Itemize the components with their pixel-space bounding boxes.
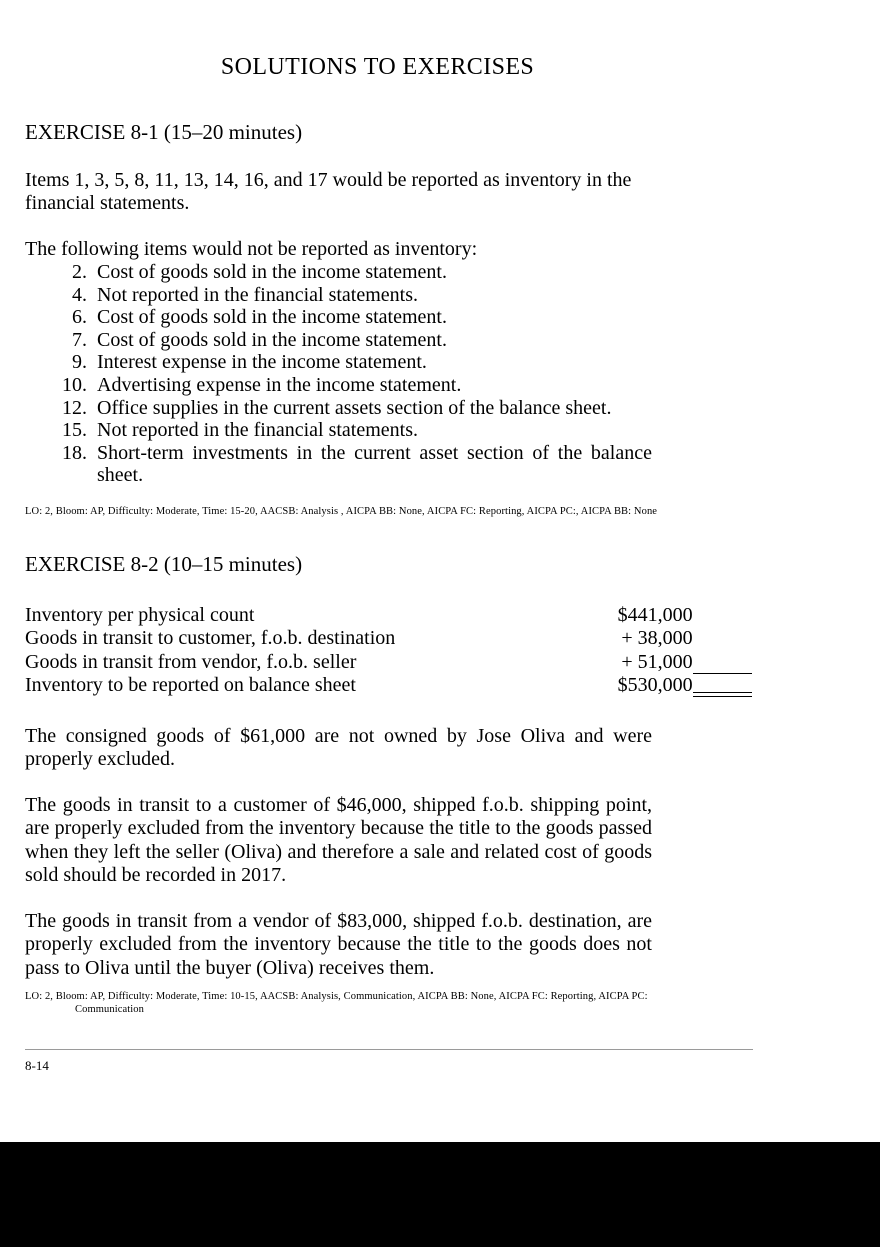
list-item-number: 12.	[62, 396, 87, 419]
table-cell-amount	[534, 604, 693, 627]
list-item-label: Office supplies in the current assets section of the balance sheet.	[97, 396, 612, 419]
table-cell-amount	[534, 627, 693, 650]
spacer	[25, 888, 755, 910]
page-content	[25, 0, 755, 1016]
spacer	[25, 487, 755, 505]
footer-divider	[25, 1049, 753, 1050]
list-item	[25, 442, 652, 487]
footer-page-number: 8-14	[25, 1058, 49, 1073]
exercise-8-1-metadata: LO: 2, Bloom: AP, Difficulty: Moderate, Time: 15-20, AACSB: Analysis , AICPA BB: None, AICPA FC: Reporting, AICPA PC:, AICPA BB: None	[25, 505, 658, 517]
spacer	[25, 576, 755, 604]
table-cell-rule	[693, 627, 752, 650]
table-cell-label: Inventory per physical count	[25, 604, 255, 627]
table-row	[25, 674, 752, 697]
list-item-number: 7.	[72, 328, 87, 351]
list-item-label: Short-term investments in the current asset section of the balance sheet.	[97, 441, 652, 487]
exercise-8-1-heading: EXERCISE 8-1 (15–20 minutes)	[25, 120, 303, 145]
table-row	[25, 651, 752, 674]
subtotal-rule	[693, 651, 752, 674]
table-cell-label: Inventory to be reported on balance sheet	[25, 673, 356, 696]
list-item	[25, 284, 652, 307]
list-item	[25, 397, 652, 420]
list-item-label: Cost of goods sold in the income statement.	[97, 328, 447, 351]
spacer	[25, 697, 755, 725]
table-cell-amount	[534, 674, 693, 697]
list-item-label: Interest expense in the income statement.	[97, 351, 427, 374]
list-item-label: Cost of goods sold in the income statement.	[97, 306, 447, 329]
list-item-number: 4.	[72, 283, 87, 306]
list-item	[25, 419, 652, 442]
spacer	[25, 145, 755, 169]
list-item-label: Advertising expense in the income statement.	[97, 374, 462, 396]
list-item-number: 2.	[72, 261, 87, 284]
list-item-number: 15.	[62, 419, 87, 442]
spacer	[25, 980, 755, 990]
table-cell-rule	[693, 604, 752, 627]
exercise-8-2-paragraph-3: The goods in transit from a vendor of $83,000, shipped f.o.b. destination, are properly excluded from the inventory because the title to the goods does not pass to Oliva until the buyer (Oliva) receives them.	[25, 909, 652, 979]
list-item	[25, 374, 652, 397]
spacer	[25, 216, 755, 238]
exercise-8-2-heading: EXERCISE 8-2 (10–15 minutes)	[25, 551, 303, 576]
amount-value: + 38,000	[621, 627, 693, 650]
exercise-8-1-item-list	[25, 261, 652, 487]
exercise-8-2-paragraph-2: The goods in transit to a customer of $46,000, shipped f.o.b. shipping point, are properly excluded from the inventory because the title to the goods passed when they left the seller (Oliva) and therefore a sale and related cost of goods sold should be recorded in 2017.	[25, 793, 652, 887]
bottom-black-band	[0, 1142, 880, 1247]
table-cell-label: Goods in transit to customer, f.o.b. destination	[25, 627, 396, 650]
total-rule	[693, 674, 752, 697]
amount-value: $441,000	[617, 604, 693, 627]
spacer	[25, 518, 755, 552]
table-row	[25, 627, 752, 650]
table-cell-label: Goods in transit from vendor, f.o.b. seller	[25, 650, 357, 673]
spacer	[25, 80, 755, 120]
exercise-8-1-intro-paragraph: Items 1, 3, 5, 8, 11, 13, 14, 16, and 17 would be reported as inventory in the financial statements.	[25, 168, 632, 215]
amount-value: + 51,000	[621, 650, 693, 673]
exercise-8-1-list-lead-in: The following items would not be reported as inventory:	[25, 237, 478, 260]
exercise-8-2-metadata-line-2: Communication	[75, 1004, 144, 1016]
list-item-label: Not reported in the financial statements.	[97, 283, 419, 306]
inventory-calculation-table	[25, 604, 752, 697]
table-row	[25, 604, 752, 627]
list-item-label: Cost of goods sold in the income statement.	[97, 261, 447, 284]
list-item	[25, 261, 652, 284]
list-item	[25, 306, 652, 329]
exercise-8-2-metadata-line-1: LO: 2, Bloom: AP, Difficulty: Moderate, Time: 10-15, AACSB: Analysis, Communication, AICPA BB: None, AICPA FC: Reporting, AICPA PC:	[25, 991, 648, 1003]
exercise-8-2-paragraph-1: The consigned goods of $61,000 are not owned by Jose Oliva and were properly excluded.	[25, 724, 652, 771]
list-item	[25, 329, 652, 352]
table-cell-amount	[534, 651, 693, 674]
spacer	[25, 772, 755, 794]
list-item	[25, 351, 652, 374]
page-title: SOLUTIONS TO EXERCISES	[220, 54, 535, 80]
list-item-label: Not reported in the financial statements.	[97, 419, 419, 442]
list-item-number: 18.	[62, 441, 87, 464]
list-item-number: 6.	[72, 306, 87, 329]
list-item-number: 9.	[72, 351, 87, 374]
list-item-number: 10.	[62, 374, 87, 396]
amount-value: $530,000	[617, 673, 693, 696]
